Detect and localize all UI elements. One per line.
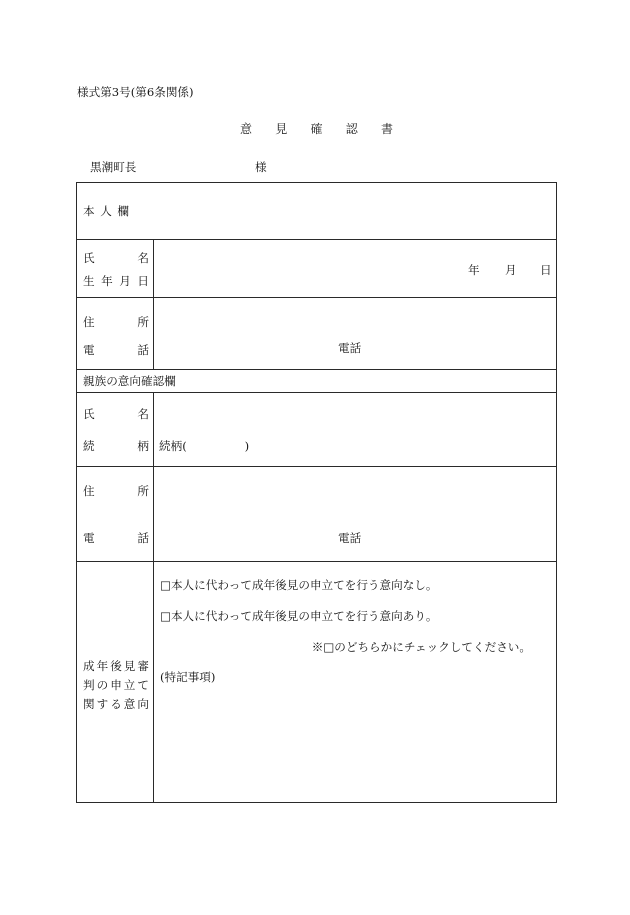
principal-address-phone-row [77,298,556,370]
label-char: 欄 [117,204,129,218]
label-char: 成 [83,659,95,673]
relative-section-heading: 親族の意向確認欄 [83,374,176,388]
label-char: 電 [83,343,95,357]
label-cell [77,562,154,802]
label-char: 後 [110,659,122,673]
label-cell [77,467,154,561]
intent-option-yes: □本人に代わって成年後見の申立てを行う意向あり。 [160,609,438,623]
label-char: 所 [137,315,149,329]
relative-address-phone-row [77,467,556,562]
label-char: 意 [240,122,253,136]
label-char: 認 [345,122,358,136]
label-char: 名 [137,407,149,421]
principal-section-header [77,183,556,240]
label-char: 氏 [83,407,95,421]
label-char: 日 [137,274,149,288]
check-instruction-note: ※□のどちらかにチェックしてください。 [311,640,531,654]
label-char: 判 [83,678,95,692]
principal-name-birthdate-row [77,240,556,298]
label-char: す [96,697,109,711]
label-char: 柄 [137,439,149,453]
label-char: 住 [83,315,95,329]
addressee: 黒潮町長 [90,160,137,174]
relative-address-phone-field [154,467,556,561]
relative-address-label [83,485,149,497]
label-char: 生 [83,274,95,288]
label-cell [77,298,154,369]
label-char: 意 [123,697,136,711]
label-char: 立 [123,678,136,692]
principal-name-birthdate-field [154,240,556,297]
principal-address-phone-field [154,298,556,369]
relative-name-relationship-row [77,393,556,467]
relationship-field: 続柄( ) [159,439,250,453]
principal-address-label [83,316,149,328]
label-char: 確 [310,122,323,136]
label-char: 話 [137,343,149,357]
relative-phone-label [83,532,149,544]
guardianship-intent-row [77,562,556,802]
label-char: 年 [96,659,109,673]
label-char: 見 [123,659,136,673]
relative-phone-field-label: 電話 [338,531,362,545]
label-char: 電 [83,531,95,545]
principal-birthdate-label [83,275,149,287]
year-label: 年 [468,263,480,277]
label-char: 住 [83,484,95,498]
relative-relationship-label [83,440,149,452]
document-title [240,123,393,135]
label-cell [77,393,154,466]
label-char: 話 [137,531,149,545]
label-char: 申 [110,678,122,692]
month-label: 月 [505,263,517,277]
principal-phone-label [83,344,149,356]
intent-label-line [83,679,149,691]
label-char: 所 [137,484,149,498]
label-char: 見 [275,122,288,136]
principal-section-heading [83,205,129,217]
relative-section-header [77,370,556,393]
intent-label-line [83,698,149,710]
confirmation-form-table [76,182,557,803]
label-char: 審 [137,659,149,673]
label-char: 本 [83,204,95,218]
principal-name-label [83,252,149,264]
relative-name-label [83,408,149,420]
label-char: て [137,678,149,692]
label-char: 名 [137,251,149,265]
principal-phone-field-label: 電話 [338,341,362,355]
honorific: 様 [255,160,267,174]
intent-option-no: □本人に代わって成年後見の申立てを行う意向なし。 [160,578,438,592]
label-char: 人 [100,204,112,218]
label-char: 月 [119,274,131,288]
label-char: 関 [83,697,95,711]
label-char: の [96,678,109,692]
label-char: る [110,697,122,711]
label-char: 向 [137,697,149,711]
label-char: 続 [83,439,95,453]
relative-name-relationship-field [154,393,556,466]
label-char: 氏 [83,251,95,265]
day-label: 日 [540,263,552,277]
label-cell [77,240,154,297]
remarks-label: (特記事項) [160,670,216,684]
intent-label-line [83,660,149,672]
guardianship-intent-field [154,562,556,802]
form-number: 様式第3号(第6条関係) [77,85,194,99]
label-char: 書 [380,122,393,136]
label-char: 年 [101,274,113,288]
